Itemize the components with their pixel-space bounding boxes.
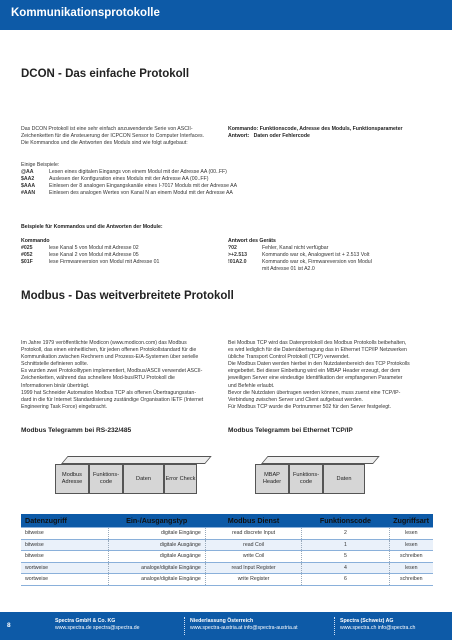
cell-zugriffsart: lesen	[389, 539, 433, 551]
col-header: Datenzugriff	[21, 514, 108, 528]
antwort-column	[228, 238, 438, 273]
modbus-right-line: es wird lediglich für die Datenübertragung das in Ethernet TCP/IP Netzwerken	[228, 347, 407, 354]
kommando-code: #052	[21, 252, 33, 259]
modbus-left-line: Kommunikation zwischen Rechnern und Prozess-E/A-Systemen über serielle	[21, 354, 199, 361]
example-code: @AA	[21, 169, 34, 176]
modbus-left-text	[21, 340, 221, 411]
kommando-column	[21, 238, 221, 266]
table-row	[21, 574, 433, 586]
modbus-right-line: Bei Modbus TCP wird das Datenprotokoll des Modbus Protokolls beibehalten,	[228, 340, 407, 346]
cell-funktionscode: 2	[302, 528, 389, 540]
antwort-desc: Kommando war ok, Analogwert ist + 2.513 Volt	[262, 252, 370, 259]
col-header: Modbus Dienst	[205, 514, 301, 528]
antwort-code	[228, 266, 262, 273]
cell-datenzugriff: bitweise	[21, 551, 108, 563]
table-row	[21, 539, 433, 551]
example-row	[21, 190, 431, 197]
tcp-cell-mbap-header: MBAP Header	[255, 464, 289, 494]
kommando-code: #025	[21, 245, 33, 252]
cell-zugriffsart: schreiben	[389, 574, 433, 586]
modbus-left-line: Zeichenketten, während das schnellere Mod-bus/RTU Protokoll die	[21, 375, 175, 382]
kommando-text: Funktionscode, Adresse des Moduls, Funktionsparameter	[259, 126, 403, 132]
col-header: Funktionscode	[302, 514, 389, 528]
dcon-intro-line: Die Kommandos und die Antworten des Moduls sind wie folgt aufgebaut:	[21, 140, 188, 147]
cell-typ: digitale Ausgänge	[108, 551, 205, 563]
rs-cell-adresse: Modbus Adresse	[55, 464, 89, 494]
footer-company-ch	[340, 618, 415, 631]
example-row	[21, 176, 431, 183]
cell-typ: analoge/digitale Eingänge	[108, 574, 205, 586]
cell-datenzugriff: wortweise	[21, 574, 108, 586]
example-code: $AA2	[21, 176, 35, 183]
table-row	[21, 562, 433, 574]
antwort-head: Antwort des Geräts	[228, 238, 276, 244]
modbus-right-line: Für Modbus TCP wurde die Portnummer 502 für den Server festgelegt.	[228, 403, 392, 410]
modbus-right-line: Bevor die Nutzdaten übertragen werden können, muss zuerst eine TCP/IP-	[228, 389, 401, 396]
cell-typ: analoge/digitale Eingänge	[108, 562, 205, 574]
col-header: Ein-/Ausgangstyp	[108, 514, 205, 528]
modbus-right-line: Die Modbus Daten werden hierbei in den Nutzdatenbereich des TCP Protokolls	[228, 361, 410, 368]
modbus-services-table	[21, 514, 433, 586]
kommando-row	[21, 259, 221, 266]
tcp-cell-daten: Daten	[323, 464, 365, 494]
kommando-desc: lese Firmwareversion von Modul mit Adresse 01	[49, 259, 160, 266]
antwort-row	[228, 266, 438, 273]
cell-typ: digitale Ausgänge	[108, 539, 205, 551]
cell-datenzugriff: bitweise	[21, 539, 108, 551]
page-header-title: Kommunikationsprotokolle	[11, 7, 160, 19]
table-row	[21, 551, 433, 563]
example-text: Einlesen des analogen Wertes von Kanal N an einem Modul mit der Adresse AA	[49, 190, 233, 197]
example-text: Einlesen der 8 analogen Eingangskanäle eines I-7017 Moduls mit der Adresse AA	[49, 183, 238, 190]
cell-zugriffsart: lesen	[389, 528, 433, 540]
footer-company-de	[55, 618, 140, 631]
table-row	[21, 528, 433, 540]
page-number: 8	[7, 622, 11, 629]
dcon-title: DCON - Das einfache Protokoll	[21, 68, 190, 80]
modbus-right-line: Verbindung zwischen Server und Client aufgebaut werden.	[228, 396, 363, 403]
example-code: $AAA	[21, 183, 36, 190]
rs-cell-daten: Daten	[123, 464, 164, 494]
modbus-left-line: Es wurden zwei Protokolltypen implementiert, Modbus/ASCII verwendet ASCII-	[21, 368, 203, 375]
modbus-left-line: 1999 hat Schneider Automation Modbus TCP als offenen Übertragungsstan-	[21, 389, 197, 396]
modbus-left-line: Protokoll, das einen einheitlichen, für jeden offenen Protokollstandard für die	[21, 347, 197, 354]
kommando-code: $01F	[21, 259, 33, 266]
cell-zugriffsart: lesen	[389, 562, 433, 574]
header-bar	[0, 0, 452, 30]
cell-typ: digitale Eingänge	[108, 528, 205, 540]
cell-dienst: write Register	[205, 574, 301, 586]
kommando-desc: lese Kanal 2 von Modul mit Adresse 05	[49, 252, 139, 259]
modbus-left-line: dard in die für Internet Standardisierung zuständige Organisation IETF (Internet	[21, 396, 204, 403]
antwort-row	[228, 245, 438, 252]
table-header-row	[21, 514, 433, 528]
dcon-intro	[21, 126, 226, 147]
dcon-examples	[21, 162, 431, 197]
modbus-right-text	[228, 340, 433, 411]
antwort-row	[228, 252, 438, 259]
rs-cell-error-check: Error Check	[164, 464, 197, 494]
cell-datenzugriff: bitweise	[21, 528, 108, 540]
rs-diagram-top-face	[61, 456, 212, 464]
antwort-code: !01A2.0	[228, 259, 247, 266]
footer-company-contact[interactable]: www.spectra.de spectra@spectra.de	[55, 624, 140, 631]
modbus-title: Modbus - Das weitverbreitete Protokoll	[21, 290, 234, 302]
cell-dienst: read Coil	[205, 539, 301, 551]
kommando-desc: lese Kanal 5 von Modul mit Adresse 02	[49, 245, 139, 252]
antwort-text: Daten oder Fehlercode	[253, 133, 310, 140]
cell-funktionscode: 6	[302, 574, 389, 586]
example-row	[21, 169, 431, 176]
antwort-label: Antwort:	[228, 133, 250, 140]
tcp-cell-funktionscode: Funktions-code	[289, 464, 323, 494]
modbus-left-line: Im Jahre 1979 veröffentlichte Modicon (www.modicon.com) das Modbus	[21, 340, 187, 346]
antwort-desc: mit Adresse 01 ist A2.0	[262, 266, 315, 273]
rs-telegram-diagram	[55, 456, 205, 500]
rs-cell-funktionscode: Funktions-code	[89, 464, 123, 494]
cell-dienst: read Input Register	[205, 562, 301, 574]
antwort-desc: Kommando war ok, Firmwareversion von Modul	[262, 259, 372, 266]
antwort-row	[228, 259, 438, 266]
rs-diagram-title: Modbus Telegramm bei RS-232/485	[21, 427, 132, 434]
dcon-intro-line: Zeichenketten für die Ansteuerung der ICPCON Sensor to Computer Interfaces.	[21, 133, 205, 140]
cell-funktionscode: 5	[302, 551, 389, 563]
modbus-right-line: und Befehle erlaubt.	[228, 382, 275, 389]
tcp-telegram-diagram	[255, 456, 370, 500]
modbus-left-line: Engineering Task Force) eingebracht.	[21, 403, 108, 410]
tcp-diagram-title: Modbus Telegramm bei Ethernet TCP/IP	[228, 427, 353, 434]
cell-dienst: read discrete Input	[205, 528, 301, 540]
example-text: Lesen eines digitalen Eingangs von einem Modul mit der Adresse AA (00..FF)	[49, 169, 227, 176]
footer-company-at	[190, 618, 298, 631]
kommando-head: Kommando	[21, 238, 50, 244]
dcon-structure	[228, 126, 443, 140]
footer-company-contact[interactable]: www.spectra.ch info@spectra.ch	[340, 624, 416, 631]
col-header: Zugriffsart	[389, 514, 433, 528]
cell-dienst: write Coil	[205, 551, 301, 563]
antwort-code: ?02	[228, 245, 237, 252]
footer-company-name: Spectra (Schweiz) AG	[340, 618, 394, 624]
footer-divider	[334, 617, 335, 635]
kommando-row	[21, 252, 221, 259]
footer-bar	[0, 612, 452, 640]
modbus-right-line: jeweiligen Server eine eindeutige Identifikation der empfangenen Parameter	[228, 375, 403, 382]
kommando-label: Kommando:	[228, 126, 259, 132]
dcon-intro-line: Das DCON Protokoll ist eine sehr einfach anzuwendende Serie von ASCII-	[21, 126, 193, 132]
antwort-code: >+2.513	[228, 252, 248, 259]
kommando-row	[21, 245, 221, 252]
modbus-left-line: Schnittstelle definieren sollte.	[21, 361, 89, 368]
cell-funktionscode: 4	[302, 562, 389, 574]
beispiel-title: Beispiele für Kommandos und die Antworten der Module:	[21, 224, 163, 230]
example-row	[21, 183, 431, 190]
cell-funktionscode: 1	[302, 539, 389, 551]
footer-company-contact[interactable]: www.spectra-austria.at info@spectra-austria.at	[190, 624, 298, 631]
example-code: #AAN	[21, 190, 36, 197]
footer-divider	[184, 617, 185, 635]
examples-label: Einige Beispiele:	[21, 162, 60, 168]
modbus-right-line: eingebettet. Bei dieser Einbettung wird ein MBAP Header erzeugt, der dem	[228, 368, 401, 375]
antwort-desc: Fehler, Kanal nicht verfügbar	[262, 245, 329, 252]
cell-datenzugriff: wortweise	[21, 562, 108, 574]
modbus-right-line: übliche Transport Control Protokoll (TCP) verwendet.	[228, 354, 350, 361]
footer-company-name: Niederlassung Österreich	[190, 618, 254, 624]
footer-company-name: Spectra GmbH & Co. KG	[55, 618, 116, 624]
example-text: Auslesen der Konfiguration eines Moduls mit der Adresse AA (00..FF)	[49, 176, 209, 183]
modbus-left-line: Informationen binär überträgt.	[21, 382, 90, 389]
cell-zugriffsart: schreiben	[389, 551, 433, 563]
tcp-diagram-top-face	[261, 456, 380, 464]
